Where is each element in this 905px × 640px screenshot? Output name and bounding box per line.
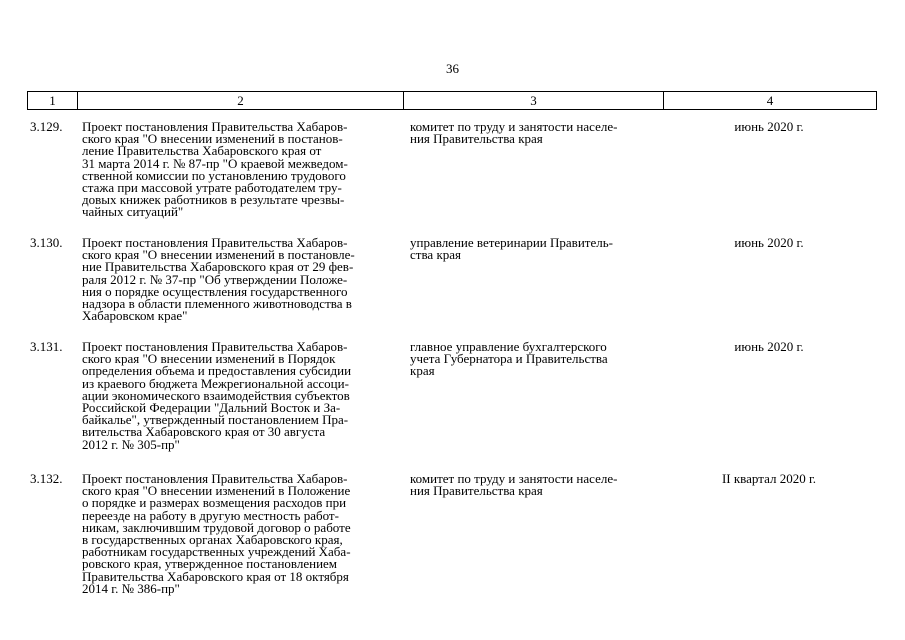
page-number: 36 — [446, 61, 459, 76]
column-header-2: 2 — [78, 92, 404, 110]
row-title: Проект постановления Правительства Хабаров- ского края "О внесении изменений в Положение о порядке и размерах возмещения расходов при переезде на работу в другую местность работ- никам, заключившим трудовой договор о работе в государственных органах Хабаровского края, работникам государственных учреждений Хаба- ровского края, утвержденное постановлением Правительства Хабаровского края от 18 октября 2014 г. № 386-пр" — [82, 471, 351, 596]
column-header-3: 3 — [404, 92, 664, 110]
row-number: 3.132. — [30, 471, 63, 486]
row-number: 3.129. — [30, 119, 63, 134]
row-number: 3.131. — [30, 339, 63, 354]
row-date: II квартал 2020 г. — [721, 471, 817, 486]
column-header-4: 4 — [664, 92, 877, 110]
column-header-row — [28, 92, 877, 110]
row-date: июнь 2020 г. — [734, 339, 804, 354]
row-responsible: главное управление бухгалтерского учета Губернатора и Правительства края — [410, 339, 608, 379]
row-date: июнь 2020 г. — [734, 119, 804, 134]
column-header-1: 1 — [28, 92, 78, 110]
row-responsible: комитет по труду и занятости населе- ния Правительства края — [410, 471, 618, 499]
row-responsible: управление ветеринарии Правитель- ства края — [410, 235, 613, 263]
row-title: Проект постановления Правительства Хабаров- ского края "О внесении изменений в постановле- ние Правительства Хабаровского края от 29 фев- раля 2012 г. № 37-пр "Об утверждении Положе- ния о порядке осуществления государственного надзора в области племенного животноводства в Хабаровском крае" — [82, 235, 355, 324]
row-title: Проект постановления Правительства Хабаров- ского края "О внесении изменений в Порядок определения объема и предоставления субсидии из краевого бюджета Межрегиональной ассоци- ации экономического взаимодействия субъектов Российской Федерации "Дальний Восток и За- байкалье", утвержденный постановлением Пра- вительства Хабаровского края от 30 августа 2012 г. № 305-пр" — [82, 339, 352, 452]
column-header-table — [27, 91, 877, 110]
row-number: 3.130. — [30, 235, 63, 250]
row-responsible: комитет по труду и занятости населе- ния Правительства края — [410, 119, 618, 147]
row-date: июнь 2020 г. — [734, 235, 804, 250]
row-title: Проект постановления Правительства Хабаров- ского края "О внесении изменений в постанов- ление Правительства Хабаровского края от 31 марта 2014 г. № 87-пр "О краевой межведом- ственной комиссии по установлению трудового стажа при массовой утрате работодателем тру- довых книжек работников в результате чрезвы- чайных ситуаций" — [82, 119, 348, 220]
